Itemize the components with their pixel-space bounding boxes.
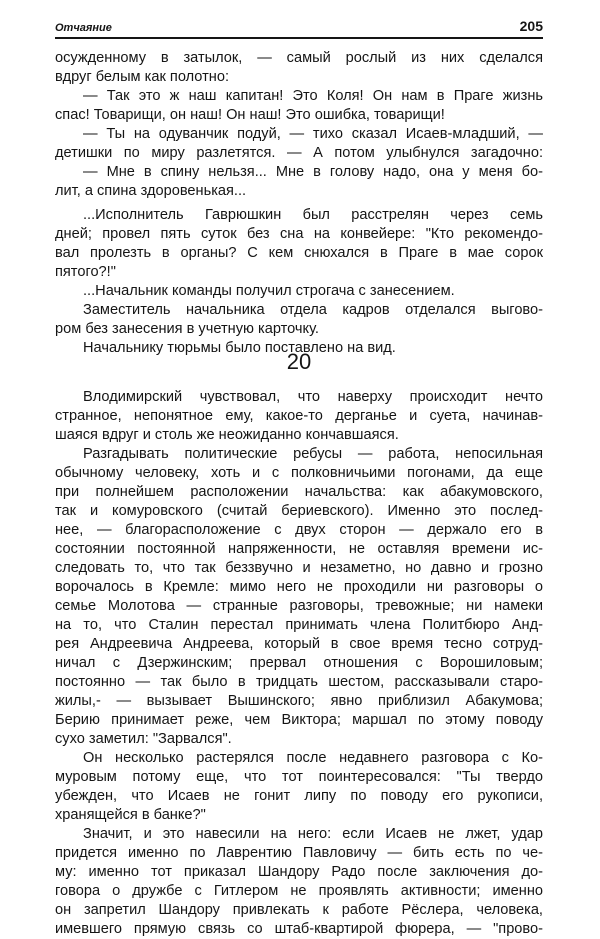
text-line: муровым потому еще, что тот поинтересовался: "Ты твердо [55, 769, 543, 785]
text-line: — Так это ж наш капитан! Это Коля! Он нам в Праге жизнь [83, 88, 543, 104]
text-line: Значит, и это навесили на него: если Исаев не лжет, удар [83, 826, 543, 842]
text-line: нее, — благорасположение с двух сторон — держало его в [55, 522, 543, 538]
text-block-continuation [55, 49, 543, 201]
text-line: обычному человеку, хоть и с полковничьими погонами, да еще [55, 465, 543, 481]
text-line: дней; провел пять суток без сна на конвейере: "Кто рекомендо- [55, 226, 543, 242]
text-line: Начальнику тюрьмы было поставлено на вид. [83, 340, 396, 356]
chapter-number: 20 [286, 349, 312, 374]
text-line: — Мне в спину нельзя... Мне в голову надо, она у меня бо- [83, 164, 543, 180]
text-line: спас! Товарищи, он наш! Он наш! Это ошибка, товарищи! [55, 107, 445, 123]
running-head [55, 18, 543, 40]
text-line: ром без занесения в учетную карточку. [55, 321, 319, 337]
text-line: ...Начальник команды получил строгача с занесением. [83, 283, 455, 299]
text-block-chapter-20 [55, 388, 543, 939]
text-block-epilogue [55, 206, 543, 358]
text-line: пятого?!" [55, 264, 116, 280]
text-line: убежден, что Исаев не гонит липу по поводу его рукописи, [55, 788, 543, 804]
text-line: шаяся вдруг и столь же неожиданно кончавшаяся. [55, 427, 399, 443]
text-line: вдруг белым как полотно: [55, 69, 229, 85]
text-line: говора о дружбе с Гитлером не проявлять активности; именно [55, 883, 543, 899]
text-line: постоянно — так было в тридцать шестом, рассказывали старо- [55, 674, 543, 690]
text-line: Берию принимает реже, чем Виктора; маршал по этому поводу [55, 712, 543, 728]
text-line: рея Андреевича Андреева, который в свое время тесно сотруд- [55, 636, 543, 652]
text-line: осужденному в затылок, — самый рослый из них сделался [55, 50, 543, 66]
text-line: Заместитель начальника отдела кадров отделался выгово- [83, 302, 543, 318]
text-line: лит, а спина здоровенькая... [55, 183, 247, 199]
text-line: сухо заметил: "Зарвался". [55, 731, 232, 747]
text-line: му: именно тот приказал Шандору Радо после заключения до- [55, 864, 543, 880]
text-line: придется именно по Лаврентию Павловичу — бить есть по че- [55, 845, 543, 861]
text-line: жилы,- — вызывает Вышинского; явно приблизил Абакумова; [55, 693, 543, 709]
text-line: вал пролезть в органы? С кем снюхался в Праге в мае сорок [55, 245, 543, 261]
text-line: ворочалось в Кремле: мимо него не проходили ни разговоры о [55, 579, 543, 595]
text-line: хранящейся в банке?" [55, 807, 206, 823]
text-line: семье Молотова — странные разговоры, тревожные; ни намеки [55, 598, 543, 614]
running-head-title: Отчаяние [55, 22, 112, 34]
text-line: так и комуровского (считай бериевского). Именно это послед- [55, 503, 543, 519]
page-number: 205 [519, 18, 543, 34]
text-line: детишки по миру разлетятся. — А потом улыбнулся загадочно: [55, 145, 543, 161]
text-line: Влодимирский чувствовал, что наверху происходит нечто [83, 389, 543, 405]
text-line: ...Исполнитель Гаврюшкин был расстрелян через семь [83, 207, 543, 223]
text-line: на то, что Сталин перестал принимать члена Политбюро Анд- [55, 617, 543, 633]
text-line: странное, непонятное ему, какое-то дерганье и суета, начинав- [55, 408, 543, 424]
text-line: Он несколько растерялся после недавнего разговора с Ко- [83, 750, 543, 766]
text-line: имевшего прямую связь со штаб-квартирой фюрера, — "прово- [55, 921, 543, 937]
text-line: при полнейшем расположении начальства: как абакумовского, [55, 484, 543, 500]
text-line: состоянии постоянной напряженности, не оставляя времени ис- [55, 541, 543, 557]
text-line: следовать то, что так беззвучно и незаметно, но давно и грозно [55, 560, 543, 576]
header-rule [55, 37, 543, 39]
text-line: он запретил Шандору привлекать к работе Рёслера, человека, [55, 902, 543, 918]
text-line: ничал с Дзержинским; прервал отношения с Ворошиловым; [55, 655, 543, 671]
text-line: Разгадывать политические ребусы — работа, непосильная [83, 446, 543, 462]
text-line: — Ты на одуванчик подуй, — тихо сказал Исаев-младший, — [83, 126, 543, 142]
